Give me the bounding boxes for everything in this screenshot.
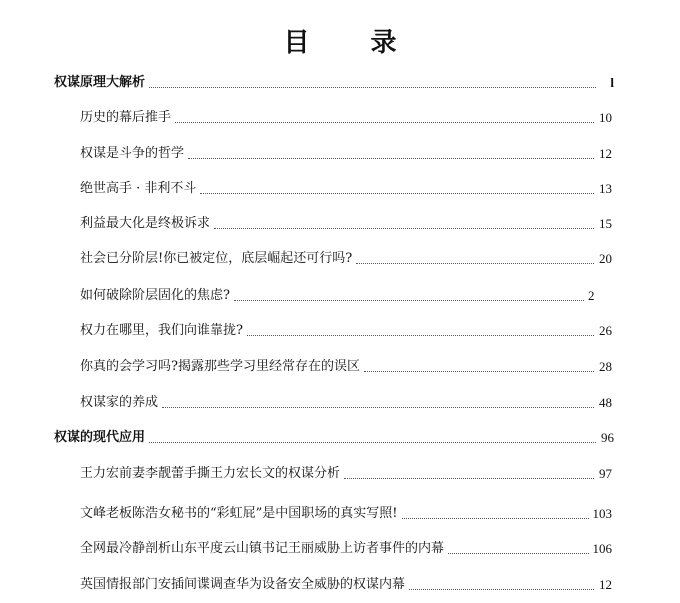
toc-leader-dots — [214, 227, 594, 229]
toc-page-number: 103 — [592, 506, 612, 521]
toc-entry-12[interactable] — [80, 538, 612, 560]
toc-leader-dots — [247, 334, 594, 336]
toc-page-number: 13 — [599, 181, 612, 196]
toc-entry-label: 全网最冷静剖析山东平度云山镇书记王丽威胁上访者事件的内幕 — [80, 541, 445, 556]
toc-entry-3[interactable] — [80, 178, 612, 200]
toc-entry-8[interactable] — [80, 356, 612, 378]
toc-page-number: 26 — [599, 323, 612, 338]
toc-entry-label: 利益最大化是终极诉求 — [80, 216, 211, 231]
toc-entry-5[interactable] — [80, 248, 612, 270]
toc-leader-dots — [234, 299, 584, 301]
toc-entry-label: 王力宏前妻李靓蕾手撕王力宏长文的权谋分析 — [80, 466, 341, 481]
toc-entry-label: 历史的幕后推手 — [80, 110, 172, 125]
toc-entry-13[interactable] — [80, 574, 612, 596]
toc-page-number: 48 — [599, 395, 612, 410]
toc-entry-10[interactable] — [80, 463, 612, 485]
toc-page-number: 12 — [599, 146, 612, 161]
toc-leader-dots — [344, 477, 594, 479]
toc-entry-4[interactable] — [80, 213, 612, 235]
toc-entry-label: 权力在哪里，我们向谁靠拢? — [80, 323, 243, 338]
toc-entry-1[interactable] — [80, 107, 612, 129]
toc-page-number: 97 — [599, 466, 612, 481]
toc-leader-dots — [200, 192, 594, 194]
toc-page-number: 20 — [599, 251, 612, 266]
toc-entry-label: 文峰老板陈浩女秘书的“彩虹屁”是中国职场的真实写照! — [80, 506, 398, 521]
toc-entry-6[interactable] — [80, 285, 612, 307]
toc-leader-dots — [364, 370, 594, 372]
toc-entry-label: 英国情报部门安插间谍调查华为设备安全威胁的权谋内幕 — [80, 577, 406, 592]
toc-page-number: l — [610, 75, 614, 90]
toc-page-number: 10 — [599, 110, 612, 125]
toc-page-number: 15 — [599, 216, 612, 231]
toc-leader-dots — [409, 588, 594, 590]
toc-leader-dots — [149, 441, 596, 443]
toc-page-number: 96 — [601, 430, 614, 445]
toc-page-number: 28 — [599, 359, 612, 374]
toc-entry-label: 如何破除阶层固化的焦虑? — [80, 288, 230, 303]
toc-entry-2[interactable] — [80, 143, 612, 165]
toc-page-number: 106 — [592, 541, 612, 556]
toc-leader-dots — [175, 121, 594, 123]
toc-entry-7[interactable] — [80, 320, 612, 342]
toc-section-label: 权谋的现代应用 — [54, 430, 146, 445]
toc-entry-label: 权谋是斗争的哲学 — [80, 146, 185, 161]
toc-section-1[interactable] — [54, 72, 614, 94]
toc-leader-dots — [448, 552, 588, 554]
toc-entry-11[interactable] — [80, 503, 612, 525]
toc-leader-dots — [188, 157, 594, 159]
toc-leader-dots — [162, 406, 594, 408]
toc-leader-dots — [356, 262, 594, 264]
toc-entry-label: 绝世高手 · 非利不斗 — [80, 181, 197, 196]
toc-page-number: 2 — [588, 288, 595, 303]
toc-entry-label: 社会已分阶层!你已被定位，底层崛起还可行吗? — [80, 251, 353, 266]
toc-section-2[interactable] — [54, 427, 614, 449]
toc-entry-label: 你真的会学习吗?揭露那些学习里经常存在的误区 — [80, 359, 360, 374]
toc-entry-9[interactable] — [80, 392, 612, 414]
toc-entry-label: 权谋家的养成 — [80, 395, 159, 410]
page-title: 目 录 — [283, 28, 423, 58]
toc-leader-dots — [149, 86, 596, 88]
toc-leader-dots — [402, 517, 589, 519]
toc-section-label: 权谋原理大解析 — [54, 75, 146, 90]
toc-page-number: 12 — [599, 577, 612, 592]
